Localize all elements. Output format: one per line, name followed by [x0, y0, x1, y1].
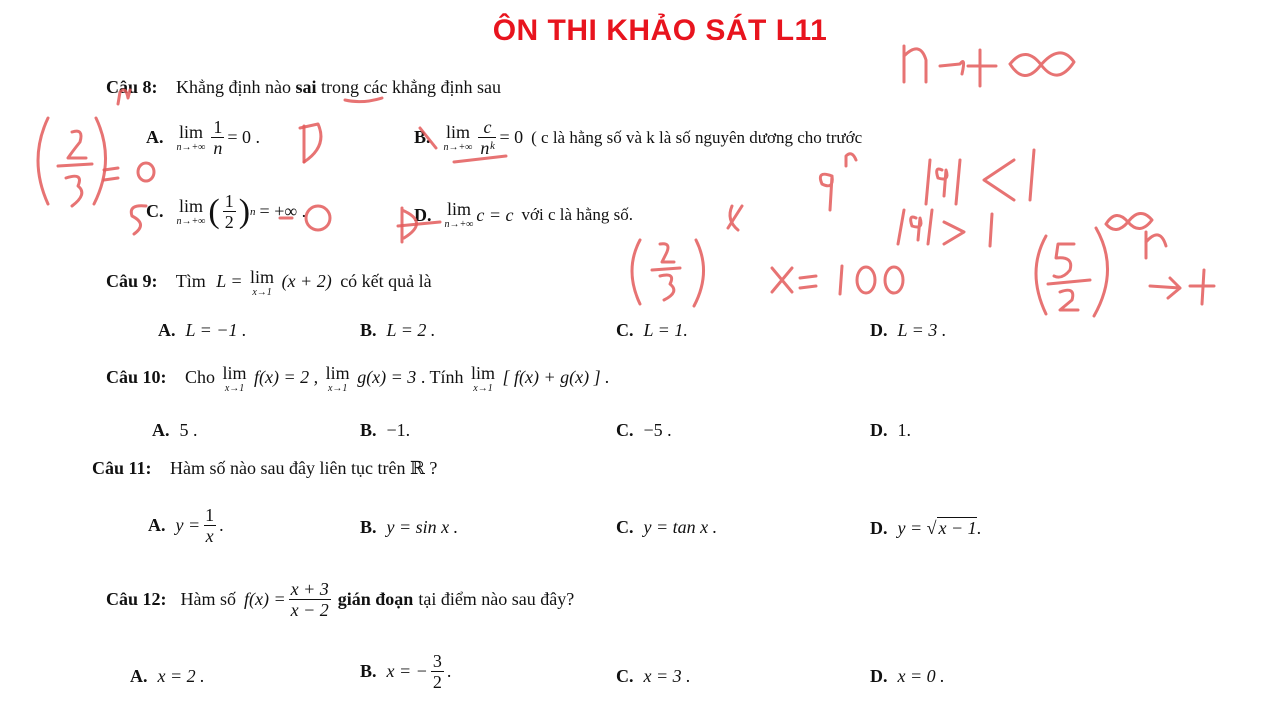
option-8c[interactable]: C. lim n→+∞ ( $\frac{1}{2}$ ) n = +∞ . — [146, 191, 307, 232]
question-12: Câu 12: Hàm số f(x) = $\frac{x + 3}{x - 2}$ gián đoạn tại điểm nào sau đây? — [106, 579, 575, 620]
option-11d[interactable]: D. y = √ x − 1 . — [870, 517, 982, 538]
question-8: Câu 8: Khẳng định nào sai trong các khẳng định sau — [106, 77, 501, 97]
option-12a[interactable]: A. x = 2 . — [130, 666, 205, 686]
option-12d[interactable]: D. x = 0 . — [870, 666, 945, 686]
option-10d[interactable]: D. 1. — [870, 420, 911, 440]
option-12b[interactable]: B. x = − $\frac{3}{2}$ . — [360, 651, 452, 692]
option-11a[interactable]: A. y = $\frac{1}{x}$ . — [148, 505, 224, 546]
option-12c[interactable]: C. x = 3 . — [616, 666, 691, 686]
option-10a[interactable]: A. 5 . — [152, 420, 198, 440]
option-8b[interactable]: B. lim n→+∞ $\frac{c}{\text{nᵏ}}$ = 0 ( c là hằng số và k là số nguyên dương cho trước — [414, 117, 863, 158]
option-9d[interactable]: D. L = 3 . — [870, 320, 947, 340]
option-11c[interactable]: C. y = tan x . — [616, 517, 718, 537]
option-8a[interactable]: A. lim n→+∞ $\frac{1}{n}$ = 0 . — [146, 117, 261, 158]
option-9c[interactable]: C. L = 1. — [616, 320, 688, 340]
option-8d[interactable]: D. lim n→+∞ c = c với c là hằng số. — [414, 199, 633, 230]
option-11b[interactable]: B. y = sin x . — [360, 517, 459, 537]
question-11: Câu 11: Hàm số nào sau đây liên tục trên ℝ ? — [92, 458, 438, 478]
page-title: ÔN THI KHẢO SÁT L11 — [492, 14, 828, 47]
option-9a[interactable]: A. L = −1 . — [158, 320, 247, 340]
option-9b[interactable]: B. L = 2 . — [360, 320, 436, 340]
question-9: Câu 9: Tìm L = lim x→1 (x + 2) có kết quả là — [106, 267, 432, 298]
question-10: Câu 10: Cho lim x→1 f(x) = 2 , lim x→1 g(x) = 3 . Tính lim x→1 [ f(x) + g(x) ] . — [106, 363, 610, 394]
option-10b[interactable]: B. −1. — [360, 420, 411, 440]
option-10c[interactable]: C. −5 . — [616, 420, 672, 440]
question-number: Câu 8: — [106, 77, 158, 97]
